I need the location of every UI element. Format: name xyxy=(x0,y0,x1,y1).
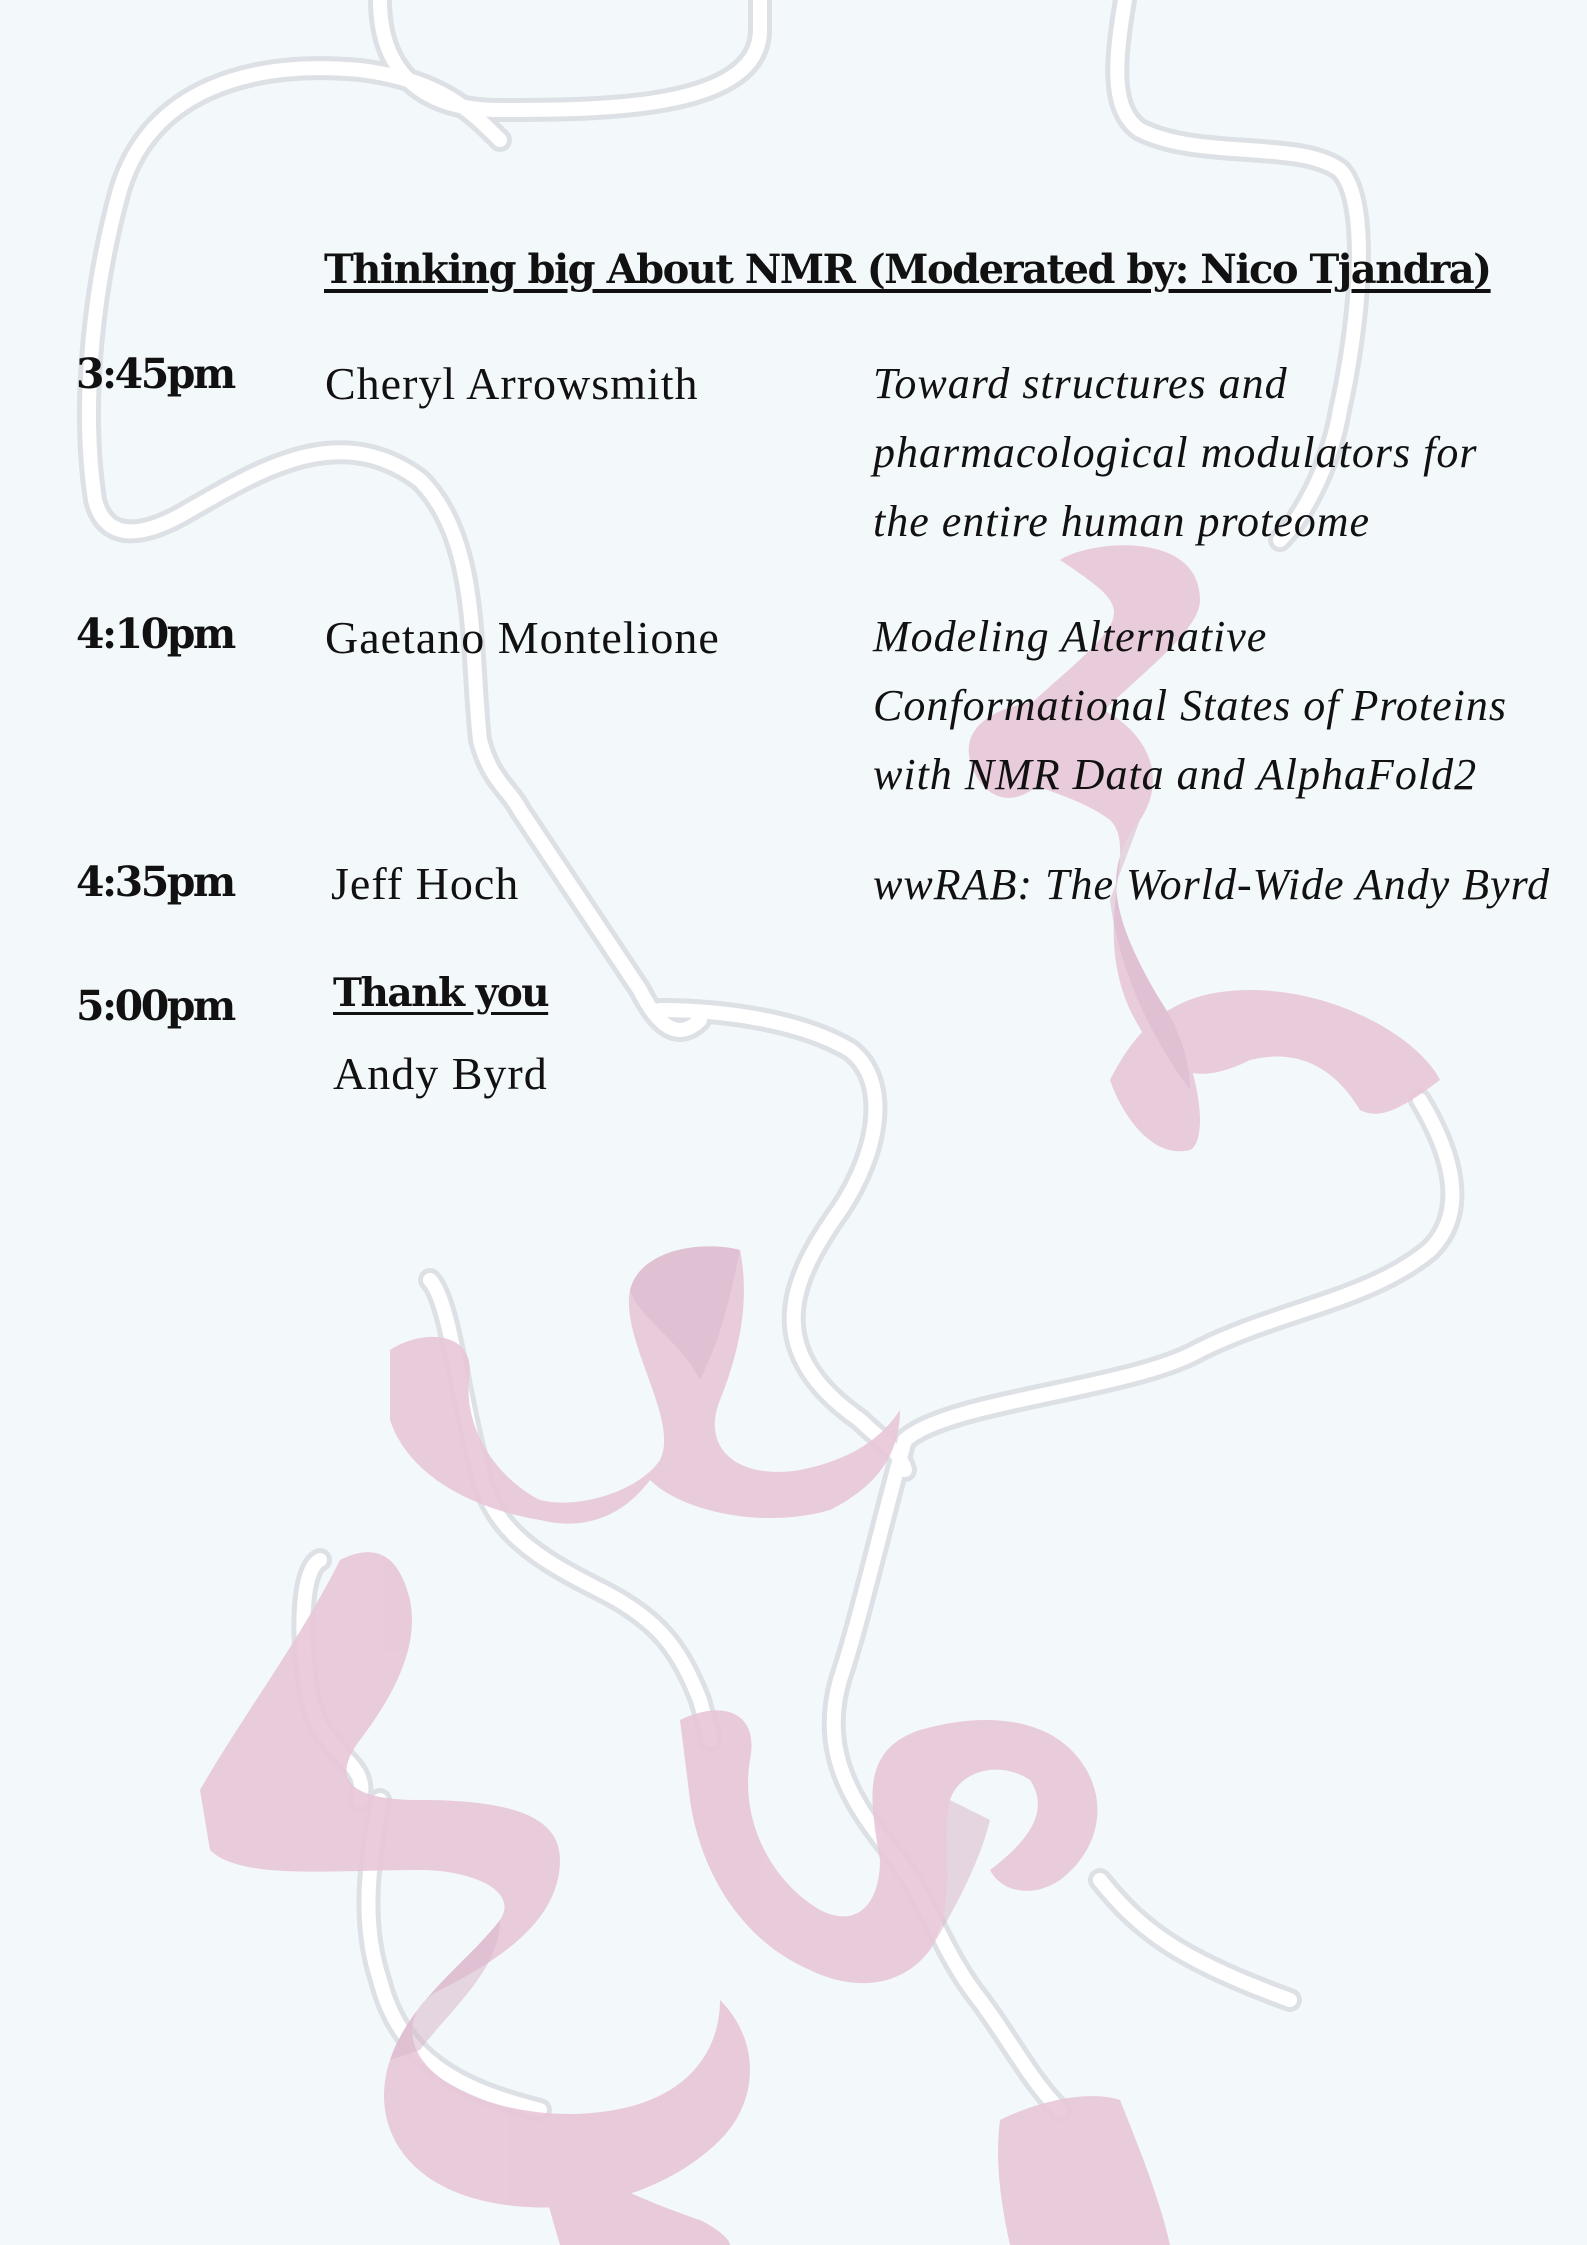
talk-title-line: Toward structures and xyxy=(873,359,1288,408)
talk-title-line: Conformational States of Proteins xyxy=(873,681,1507,730)
talk-title-line: with NMR Data and AlphaFold2 xyxy=(873,750,1478,799)
time-slot: 4:35pm xyxy=(76,858,234,906)
talk-title-line: wwRAB: The World-Wide Andy Byrd xyxy=(873,860,1551,909)
session-title: Thinking big About NMR (Moderated by: Nico Tjandra) xyxy=(324,246,1491,293)
speaker-name: Jeff Hoch xyxy=(331,858,520,909)
talk-title xyxy=(873,602,1573,809)
talk-title-line: pharmacological modulators for xyxy=(873,428,1478,477)
time-slot: 4:10pm xyxy=(76,610,234,658)
time-slot: 5:00pm xyxy=(76,982,234,1030)
time-slot: 3:45pm xyxy=(76,350,234,398)
thank-you-heading: Thank you xyxy=(333,970,549,1016)
speaker-name: Cheryl Arrowsmith xyxy=(325,358,699,409)
talk-title xyxy=(873,349,1573,556)
talk-title-line: Modeling Alternative xyxy=(873,612,1268,661)
talk-title xyxy=(873,850,1587,919)
speaker-name: Andy Byrd xyxy=(333,1048,548,1099)
speaker-name: Gaetano Montelione xyxy=(325,612,720,663)
talk-title-line: the entire human proteome xyxy=(873,497,1371,546)
